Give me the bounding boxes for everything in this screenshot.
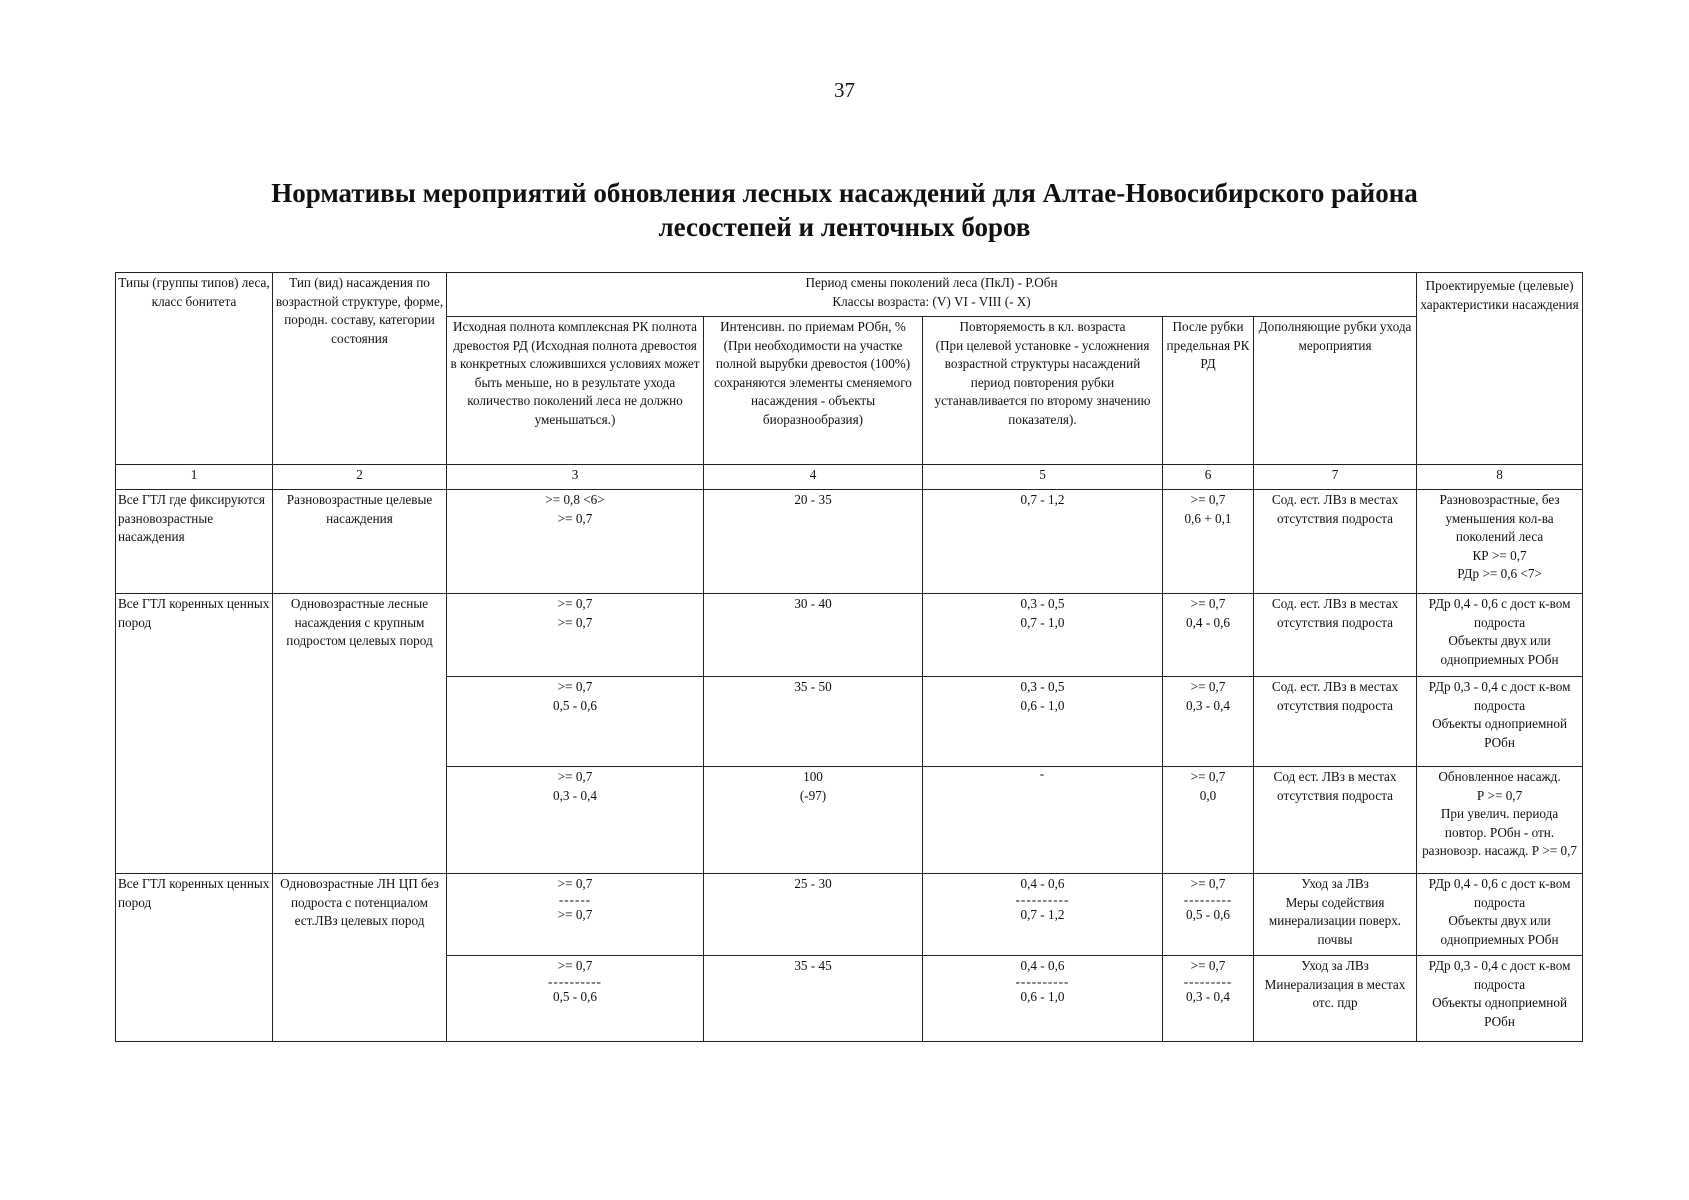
cell-value: 0,3 - 0,5	[1020, 679, 1065, 694]
after-cutting-cell	[1163, 874, 1254, 956]
cell-value: 0,5 - 0,6	[553, 697, 597, 713]
repeatability-cell	[923, 677, 1163, 767]
cell-value: >= 0,7	[557, 596, 593, 611]
initial-density-cell	[447, 594, 704, 677]
additional-cutting-cell: Сод. ест. ЛВз в местах отсутствия подроста	[1254, 490, 1417, 594]
initial-density-cell	[447, 874, 704, 956]
intensity-cell	[704, 677, 923, 767]
cell-value: 0,0	[1199, 787, 1217, 803]
forest-type-cell: Все ГТЛ коренных ценных пород	[116, 874, 273, 1042]
target-characteristics-cell: РДр 0,3 - 0,4 с дост к-вом подроста Объекты одноприемной РОбн	[1417, 677, 1583, 767]
column-number: 3	[447, 465, 704, 490]
norms-table	[115, 272, 1583, 1042]
cell-value: (-97)	[799, 787, 827, 803]
cell-value: 0,6 - 1,0	[1020, 697, 1065, 713]
header-forest-type: Типы (группы типов) леса, класс бонитета	[116, 273, 273, 465]
initial-density-cell	[447, 767, 704, 874]
header-period: Период смены поколений леса (ПкЛ) - Р.Обн Классы возраста: (V) VI - VIII (- X)	[447, 273, 1417, 317]
after-cutting-cell	[1163, 956, 1254, 1042]
cell-value: >= 0,7	[557, 906, 593, 922]
target-characteristics-cell: РДр 0,3 - 0,4 с дост к-вом подроста Объекты одноприемной РОбн	[1417, 956, 1583, 1042]
cell-value: 0,3 - 0,4	[1186, 697, 1230, 713]
cell-value: >= 0,7	[557, 769, 593, 784]
column-number-row	[116, 465, 1583, 490]
target-characteristics-cell: Разновозрастные, без уменьшения кол-ва поколений леса КР >= 0,7 РДр >= 0,6 <7>	[1417, 490, 1583, 594]
header-intensity: Интенсивн. по приемам РОбн, % (При необходимости на участке полной вырубки древостоя (100%) сохраняются элементы сменяемого насаждения - объекты биоразнообразия)	[704, 317, 923, 465]
title-line-2: лесостепей и ленточных боров	[658, 212, 1031, 242]
intensity-cell	[704, 594, 923, 677]
column-number: 1	[116, 465, 273, 490]
after-cutting-cell	[1163, 594, 1254, 677]
cell-value: >= 0,8 <6>	[545, 492, 605, 507]
cell-value: 25 - 30	[794, 876, 832, 891]
stand-type-cell: Разновозрастные целевые насаждения	[273, 490, 447, 594]
column-number: 6	[1163, 465, 1254, 490]
cell-value: >= 0,7	[557, 958, 593, 973]
intensity-cell	[704, 874, 923, 956]
header-target-characteristics: Проектируемые (целевые) характеристики насаждения	[1417, 273, 1583, 465]
document-title	[0, 176, 1689, 244]
additional-cutting-cell: Уход за ЛВз Минерализация в местах отс. пдр	[1254, 956, 1417, 1042]
target-characteristics-cell: РДр 0,4 - 0,6 с дост к-вом подроста Объекты двух или одноприемных РОбн	[1417, 874, 1583, 956]
cell-value: 0,6 - 1,0	[1020, 988, 1065, 1004]
stand-type-cell: Одновозрастные лесные насаждения с крупным подростом целевых пород	[273, 594, 447, 874]
divider-dashes: ----------	[548, 973, 602, 989]
intensity-cell	[704, 490, 923, 594]
repeatability-cell	[923, 490, 1163, 594]
divider-dashes: ----------	[1015, 973, 1070, 989]
cell-value: >= 0,7	[557, 876, 593, 891]
divider-dashes: ---------	[1183, 891, 1233, 907]
after-cutting-cell	[1163, 767, 1254, 874]
additional-cutting-cell: Сод. ест. ЛВз в местах отсутствия подроста	[1254, 594, 1417, 677]
cell-value: 0,4 - 0,6	[1020, 958, 1065, 973]
column-number: 7	[1254, 465, 1417, 490]
additional-cutting-cell: Сод ест. ЛВз в местах отсутствия подроста	[1254, 767, 1417, 874]
column-number: 2	[273, 465, 447, 490]
initial-density-cell	[447, 956, 704, 1042]
initial-density-cell	[447, 677, 704, 767]
cell-value: 0,6 + 0,1	[1184, 510, 1232, 526]
cell-value: 0,3 - 0,5	[1020, 596, 1065, 611]
cell-value: 0,3 - 0,4	[553, 787, 597, 803]
intensity-cell	[704, 767, 923, 874]
column-number: 4	[704, 465, 923, 490]
cell-value: >= 0,7	[1190, 876, 1226, 891]
after-cutting-cell	[1163, 677, 1254, 767]
header-repeatability: Повторяемость в кл. возраста (При целевой установке - усложнения возрастной структуры насаждений период повторения рубки устанавливается по второму значению показателя).	[923, 317, 1163, 465]
cell-value: 0,7 - 1,2	[1020, 906, 1065, 922]
cell-value: 0,3 - 0,4	[1186, 988, 1230, 1004]
cell-value: >= 0,7	[557, 679, 593, 694]
cell-value: 0,5 - 0,6	[553, 988, 597, 1004]
stand-type-cell: Одновозрастные ЛН ЦП без подроста с потенциалом ест.ЛВз целевых пород	[273, 874, 447, 1042]
cell-value: 0,7 - 1,2	[1020, 492, 1065, 507]
table-row	[116, 490, 1583, 594]
divider-dashes: -	[1039, 766, 1046, 781]
table-body	[116, 273, 1583, 1042]
column-number: 8	[1417, 465, 1583, 490]
intensity-cell	[704, 956, 923, 1042]
cell-value: 0,5 - 0,6	[1186, 906, 1230, 922]
title-line-1: Нормативы мероприятий обновления лесных насаждений для Алтае-Новосибирского района	[271, 178, 1418, 208]
header-after-cutting: После рубки предельная РК РД	[1163, 317, 1254, 465]
additional-cutting-cell: Сод. ест. ЛВз в местах отсутствия подроста	[1254, 677, 1417, 767]
forest-type-cell: Все ГТЛ коренных ценных пород	[116, 594, 273, 874]
cell-value: 100	[803, 769, 823, 784]
header-stand-type: Тип (вид) насаждения по возрастной структуре, форме, породн. составу, категории состояния	[273, 273, 447, 465]
divider-dashes: ----------	[1015, 891, 1070, 907]
table-row	[116, 874, 1583, 956]
additional-cutting-cell: Уход за ЛВз Меры содействия минерализации поверх. почвы	[1254, 874, 1417, 956]
cell-value: >= 0,7	[1190, 769, 1226, 784]
cell-value: 30 - 40	[794, 596, 832, 611]
cell-value: >= 0,7	[1190, 958, 1226, 973]
cell-value: 20 - 35	[794, 492, 832, 507]
target-characteristics-cell: Обновленное насажд. Р >= 0,7 При увелич. периода повтор. РОбн - отн. разновозр. насажд. Р >= 0,7	[1417, 767, 1583, 874]
cell-value: 35 - 50	[794, 679, 832, 694]
cell-value: 0,4 - 0,6	[1020, 876, 1065, 891]
target-characteristics-cell: РДр 0,4 - 0,6 с дост к-вом подроста Объекты двух или одноприемных РОбн	[1417, 594, 1583, 677]
divider-dashes: ------	[558, 891, 592, 907]
cell-value: 35 - 45	[794, 958, 832, 973]
cell-value: >= 0,7	[557, 510, 593, 526]
repeatability-cell	[923, 767, 1163, 874]
forest-type-cell: Все ГТЛ где фиксируются разновозрастные насаждения	[116, 490, 273, 594]
cell-value: >= 0,7	[1190, 596, 1226, 611]
divider-dashes: ---------	[1183, 973, 1233, 989]
column-number: 5	[923, 465, 1163, 490]
header-additional-cutting: Дополняющие рубки ухода мероприятия	[1254, 317, 1417, 465]
table-row	[116, 594, 1583, 677]
cell-value: >= 0,7	[557, 614, 593, 630]
cell-value: >= 0,7	[1190, 679, 1226, 694]
initial-density-cell	[447, 490, 704, 594]
header-row-top	[116, 273, 1583, 317]
repeatability-cell	[923, 874, 1163, 956]
cell-value: 0,7 - 1,0	[1020, 614, 1065, 630]
page-number: 37	[834, 78, 855, 102]
cell-value: >= 0,7	[1190, 492, 1226, 507]
repeatability-cell	[923, 594, 1163, 677]
cell-value: 0,4 - 0,6	[1186, 614, 1230, 630]
repeatability-cell	[923, 956, 1163, 1042]
header-initial-density: Исходная полнота комплексная РК полнота древостоя РД (Исходная полнота древостоя в конкретных сложившихся условиях может быть меньше, но в результате ухода количество поколений леса не должно уменьшаться.)	[447, 317, 704, 465]
after-cutting-cell	[1163, 490, 1254, 594]
